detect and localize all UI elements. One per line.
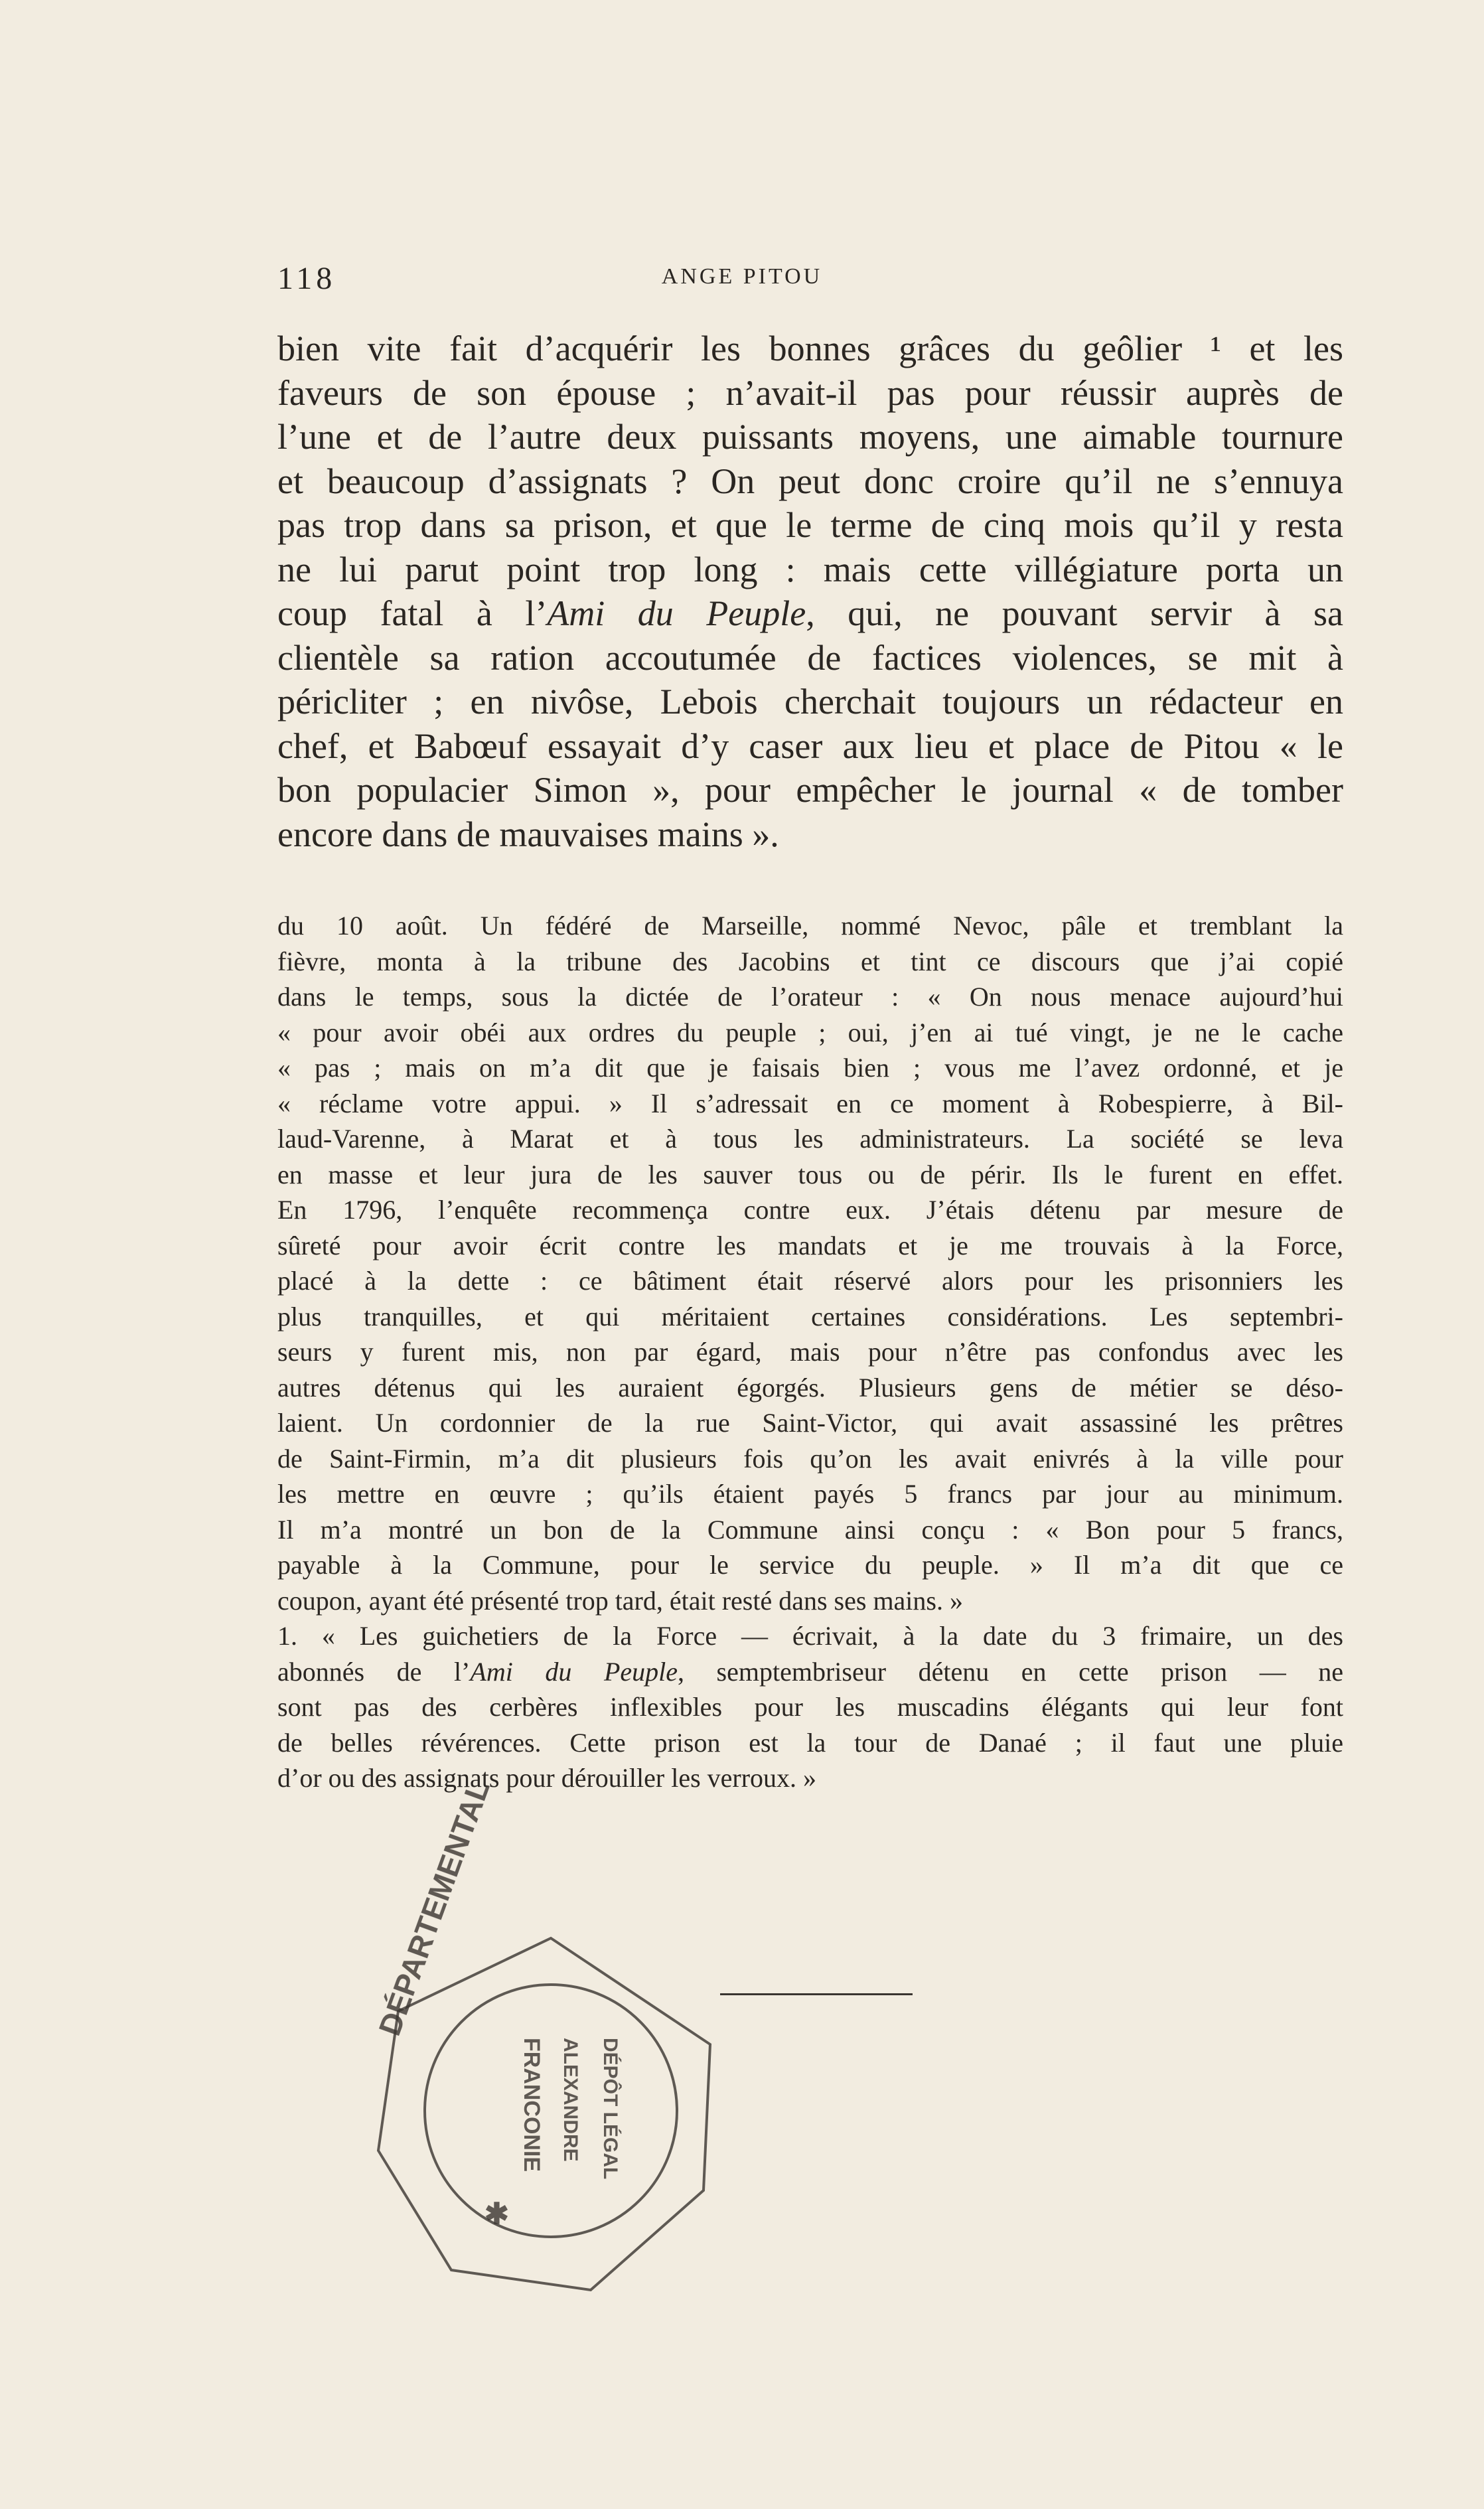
footnote-line: d’or ou des assignats pour dérouiller les verroux. » [277, 1763, 817, 1793]
footnote-line: laud-Varenne, à Marat et à tous les administrateurs. La société se leva [277, 1124, 1343, 1154]
text-line: encore dans de mauvaises mains ». [277, 814, 779, 854]
text-line: chef, et Babœuf essayait d’y caser aux lieu et place de Pitou « le [277, 725, 1343, 766]
footnote-line: abonnés de l’Ami du Peuple, semptembriseur détenu en cette prison — ne [277, 1656, 1344, 1687]
footnote-line: Il m’a montré un bon de la Commune ainsi conçu : « Bon pour 5 francs, [277, 1514, 1343, 1545]
footnote-line: plus tranquilles, et qui méritaient certaines considérations. Les septembri- [277, 1301, 1343, 1331]
footnote-line: placé à la dette : ce bâtiment était réservé alors pour les prisonniers les [277, 1266, 1343, 1296]
text-line: ne lui parut point trop long : mais cette villégiature porta un [277, 549, 1343, 589]
library-stamp [352, 1776, 750, 2310]
footnote-line: en masse et leur jura de les sauver tous ou de périr. Ils le furent en effet. [277, 1159, 1343, 1189]
text-line: faveurs de son épouse ; n’avait-il pas pour réussir auprès de [277, 372, 1343, 413]
stamp-outer-text: DÉPARTEMENTAL [372, 1776, 496, 2040]
stamp-inner-line: DÉPÔT LÉGAL [599, 2038, 621, 2180]
footnote-line: coupon, ayant été présenté trop tard, était resté dans ses mains. » [277, 1585, 963, 1616]
text-line: bien vite fait d’acquérir les bonnes grâces du geôlier ¹ et les [277, 329, 1343, 368]
text-line: bon populacier Simon », pour empêcher le journal « de tomber [277, 770, 1343, 810]
footnote-line: En 1796, l’enquête recommença contre eux. J’étais détenu par mesure de [277, 1195, 1343, 1225]
text-line: l’une et de l’autre deux puissants moyens, une aimable tournure [277, 417, 1343, 457]
stamp-inner-line: FRANCONIE [519, 2038, 544, 2172]
running-title: ANGE PITOU [661, 264, 823, 289]
footnote-line: payable à la Commune, pour le service du peuple. » Il m’a dit que ce [277, 1550, 1343, 1580]
footnote-line: « pas ; mais on m’a dit que je faisais bien ; vous me l’avez ordonné, et je [277, 1053, 1343, 1083]
text-line: pas trop dans sa prison, et que le terme de cinq mois qu’il y resta [277, 505, 1343, 545]
page-number: 118 [277, 261, 336, 296]
footnote-line: les mettre en œuvre ; qu’ils étaient payés 5 francs par jour au minimum. [277, 1479, 1343, 1509]
footnote-line: « pour avoir obéi aux ordres du peuple ; oui, j’en ai tué vingt, je ne le cache [277, 1017, 1343, 1047]
footnote-line: 1. « Les guichetiers de la Force — écrivait, à la date du 3 frimaire, un des [277, 1621, 1343, 1651]
text-line: clientèle sa ration accoutumée de factices violences, se mit à [277, 637, 1343, 678]
footnote-line: sont pas des cerbères inflexibles pour les muscadins élégants qui leur font [277, 1692, 1343, 1722]
footnotes [277, 908, 1343, 1796]
footnote-line: laient. Un cordonnier de la rue Saint-Victor, qui avait assassiné les prêtres [277, 1408, 1343, 1438]
footnote-line: autres détenus qui les auraient égorgés. Plusieurs gens de métier se déso- [277, 1372, 1343, 1403]
footnote-line: sûreté pour avoir écrit contre les mandats et je me trouvais à la Force, [277, 1230, 1343, 1260]
text-line: péricliter ; en nivôse, Lebois cherchait toujours un rédacteur en [277, 682, 1343, 722]
footnote-line: de belles révérences. Cette prison est la tour de Danaé ; il faut une pluie [277, 1727, 1343, 1758]
footnote-line: « réclame votre appui. » Il s’adressait en ce moment à Robespierre, à Bil- [277, 1088, 1343, 1118]
main-text [277, 327, 1343, 856]
page-header [277, 260, 1207, 300]
footnote-line: dans le temps, sous la dictée de l’orateur : « On nous menace aujourd’hui [277, 982, 1343, 1012]
text-line: et beaucoup d’assignats ? On peut donc croire qu’il ne s’ennuya [277, 461, 1343, 501]
footnote-line: de Saint-Firmin, m’a dit plusieurs fois qu’on les avait enivrés à la ville pour [277, 1443, 1343, 1474]
text-line: coup fatal à l’Ami du Peuple, qui, ne pouvant servir à sa [277, 593, 1343, 633]
footnote-line: fièvre, monta à la tribune des Jacobins et tint ce discours que j’ai copié [277, 946, 1343, 976]
stamp-inner-line: ALEXANDRE [559, 2038, 581, 2162]
stamp-seal-icon [352, 1776, 750, 2310]
footnote-line: du 10 août. Un fédéré de Marseille, nommé Nevoc, pâle et tremblant la [277, 911, 1343, 941]
stamp-star: ✱ [484, 2198, 509, 2230]
footnote-line: seurs y furent mis, non par égard, mais pour n’être pas confondus avec les [277, 1337, 1343, 1367]
